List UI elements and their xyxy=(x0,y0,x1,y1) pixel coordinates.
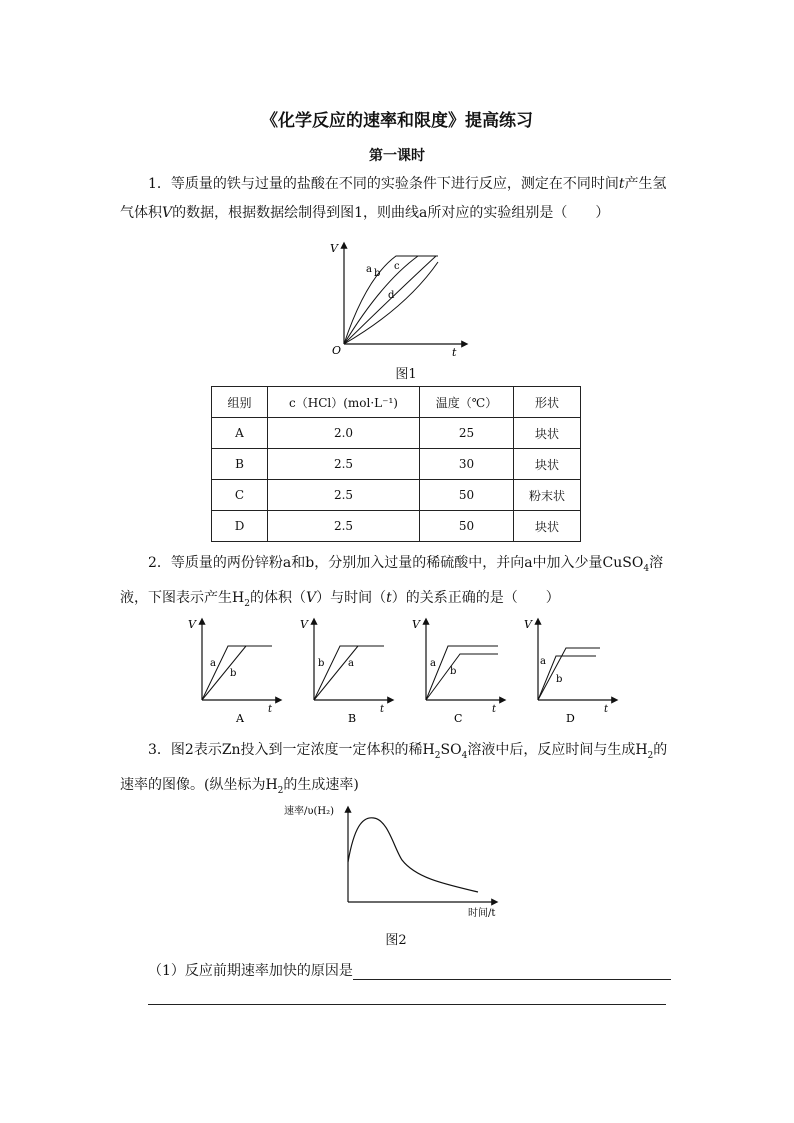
figure-2-caption: 图2 xyxy=(385,933,407,948)
option-a-curve-2-label: b xyxy=(230,668,237,679)
fig1-x-label: t xyxy=(452,346,457,359)
table-cell: 2.0 xyxy=(268,418,420,449)
option-b-curve-1-label: b xyxy=(318,658,325,669)
q1-text-part: 产生氢气体积 xyxy=(120,176,667,221)
q3-text-part: 的速率的图像。(纵坐标为H xyxy=(120,742,668,793)
table-cell: 粉末状 xyxy=(514,480,581,511)
table-row xyxy=(212,418,581,449)
table-header-cell: 温度（℃） xyxy=(420,387,514,418)
q1-var-v: V xyxy=(162,205,173,221)
table-cell: A xyxy=(212,418,268,449)
q2-subscript: 2 xyxy=(244,598,250,609)
table-cell: 50 xyxy=(420,480,514,511)
option-d-graph xyxy=(522,614,622,726)
answer-blank[interactable] xyxy=(353,965,671,980)
curve-b xyxy=(344,256,418,344)
q1-var-t: t xyxy=(618,176,625,192)
table-row xyxy=(212,511,581,542)
option-d-y-label: V xyxy=(524,618,532,631)
table-cell: 25 xyxy=(420,418,514,449)
curve-d xyxy=(344,262,438,344)
table-cell: 块状 xyxy=(514,418,581,449)
option-d-curve-1-label: a xyxy=(540,656,546,667)
q1-text-part: 的数据，根据数据绘制得到图1，则曲线a所对应的实验组别是（ ） xyxy=(172,205,610,221)
q2-var-v: V xyxy=(305,589,317,606)
option-c-curve-2-label: b xyxy=(450,666,457,677)
table-cell: 块状 xyxy=(514,449,581,480)
option-d-x-label: t xyxy=(604,704,609,715)
option-a-graph xyxy=(186,614,286,726)
option-c-graph xyxy=(410,614,510,726)
q3-part1-label: （1）反应前期速率加快的原因是 xyxy=(148,963,353,979)
question-3-text xyxy=(120,736,680,806)
table-row xyxy=(212,480,581,511)
option-a-label: A xyxy=(236,712,244,725)
option-b-label: B xyxy=(348,712,357,725)
table-cell: 2.5 xyxy=(268,449,420,480)
fig2-rate-curve xyxy=(348,818,478,892)
q2-text-part: 溶液，下图表示产生H xyxy=(120,555,664,606)
q3-text-part: 的生成速率) xyxy=(283,776,359,793)
table-cell: 2.5 xyxy=(268,511,420,542)
question-2-text xyxy=(120,549,680,619)
page-title: 《化学反应的速率和限度》提高练习 xyxy=(261,111,533,131)
option-c-curve-1-label: a xyxy=(430,658,436,669)
question-3-part-1 xyxy=(148,960,671,980)
fig1-origin-label: O xyxy=(332,344,342,357)
option-b-y-label: V xyxy=(300,618,308,631)
table-header-row xyxy=(212,387,581,418)
option-d-label: D xyxy=(566,712,575,725)
fig1-curve-label-d: d xyxy=(388,290,395,301)
option-c-x-label: t xyxy=(492,704,497,715)
table-cell: D xyxy=(212,511,268,542)
q3-subscript: 2 xyxy=(647,750,654,761)
q3-text-part: 3．图2表示Zn投入到一定浓度一定体积的稀H xyxy=(148,742,435,758)
table-cell: 2.5 xyxy=(268,480,420,511)
figure-1-caption: 图1 xyxy=(395,367,417,382)
q2-text-part: ）的关系正确的是（ ） xyxy=(391,589,560,606)
fig1-curve-label-b: b xyxy=(374,268,381,279)
fig2-y-label: 速率/υ(H₂) xyxy=(284,806,334,817)
q2-subscript: 4 xyxy=(643,563,650,574)
option-c-label: C xyxy=(454,712,463,725)
table-header-cell: 形状 xyxy=(514,387,581,418)
q2-text-part: 的体积（ xyxy=(249,589,306,606)
answer-line[interactable] xyxy=(148,1004,666,1005)
table-cell: 30 xyxy=(420,449,514,480)
q2-text-part: ）与时间（ xyxy=(316,589,387,606)
option-a-x-label: t xyxy=(268,704,273,715)
experiment-table xyxy=(211,386,581,542)
question-1-text xyxy=(120,170,680,228)
q2-var-t: t xyxy=(386,589,392,606)
fig1-y-label: V xyxy=(330,242,338,255)
option-b-x-label: t xyxy=(380,704,385,715)
figure-1-graph xyxy=(326,238,476,362)
q3-subscript: 4 xyxy=(461,750,468,761)
table-header-cell: 组别 xyxy=(212,387,268,418)
fig2-x-label: 时间/t xyxy=(468,908,496,919)
figure-2-graph xyxy=(284,798,504,924)
table-row xyxy=(212,449,581,480)
option-c-y-label: V xyxy=(412,618,420,631)
q3-text-part: 溶液中后，反应时间与生成H xyxy=(467,742,648,758)
q1-text-part: 1．等质量的铁与过量的盐酸在不同的实验条件下进行反应，测定在不同时间 xyxy=(148,176,619,192)
table-cell: B xyxy=(212,449,268,480)
option-b-curve-2-label: a xyxy=(348,658,354,669)
table-cell: 块状 xyxy=(514,511,581,542)
q3-subscript: 2 xyxy=(434,750,441,761)
option-b-graph xyxy=(298,614,398,726)
table-cell: 50 xyxy=(420,511,514,542)
option-d-curve-2-label: b xyxy=(556,674,563,685)
page-subtitle: 第一课时 xyxy=(369,148,425,164)
table-header-cell: c（HCl）(mol·L⁻¹) xyxy=(268,387,420,418)
table-cell: C xyxy=(212,480,268,511)
option-a-curve-1-label: a xyxy=(210,658,216,669)
q2-text-part: 2．等质量的两份锌粉a和b，分别加入过量的稀硫酸中，并向a中加入少量CuSO xyxy=(148,555,644,571)
q3-text-part: SO xyxy=(440,742,462,758)
fig1-curve-label-a: a xyxy=(366,264,372,275)
fig1-curve-label-c: c xyxy=(394,261,400,272)
option-a-y-label: V xyxy=(188,618,196,631)
q3-subscript: 2 xyxy=(277,785,284,796)
